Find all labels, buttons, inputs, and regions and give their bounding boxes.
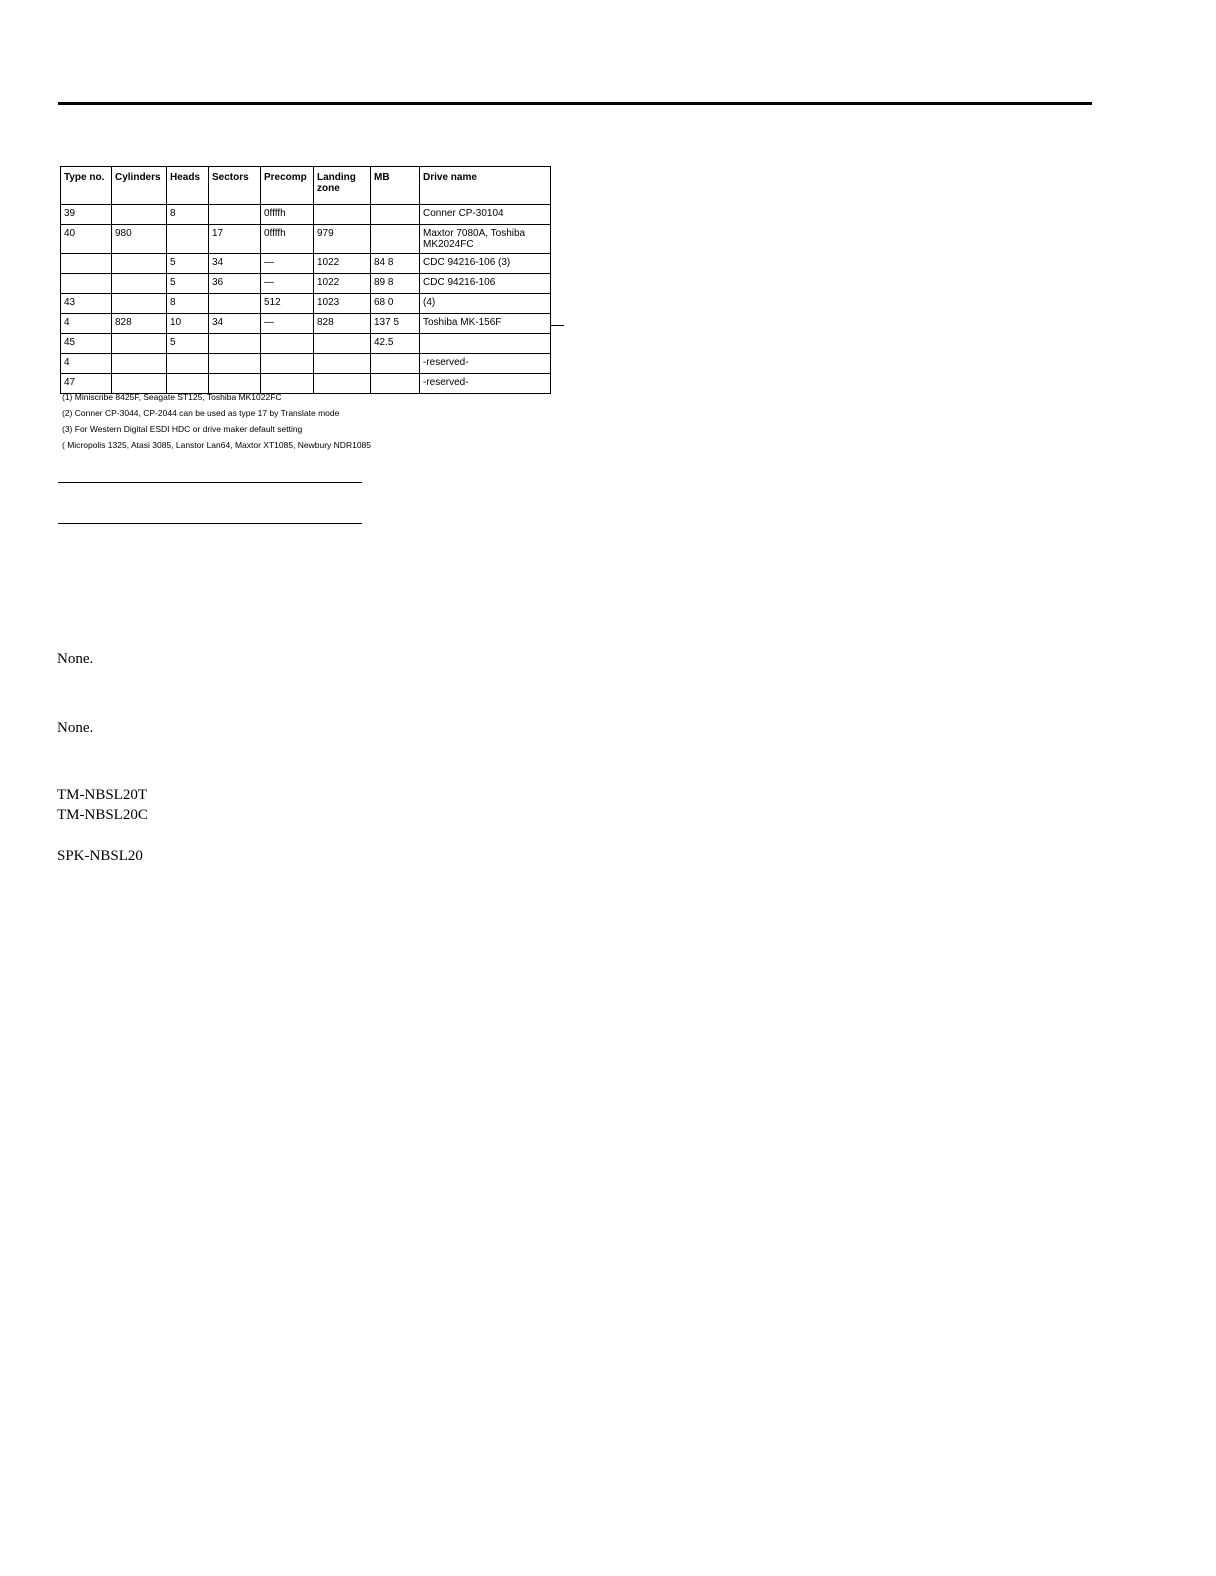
header-precomp: Precomp [261, 167, 314, 205]
table-cell: Toshiba MK-156F [420, 314, 551, 334]
table-cell: Maxtor 7080A, Toshiba MK2024FC [420, 225, 551, 254]
table-cell: 1022 [314, 254, 371, 274]
table-cell: 84 8 [371, 254, 420, 274]
table-cell: 828 [112, 314, 167, 334]
table-cell [371, 354, 420, 374]
section-rule [58, 523, 362, 524]
table-cell: 43 [61, 294, 112, 314]
table-cell: 979 [314, 225, 371, 254]
header-heads: Heads [167, 167, 209, 205]
table-cell [371, 225, 420, 254]
table-cell: 8 [167, 205, 209, 225]
table-cell [112, 294, 167, 314]
header-sectors: Sectors [209, 167, 261, 205]
table-cell: 47 [61, 374, 112, 394]
header-mb: MB [371, 167, 420, 205]
table-cell: 4 [61, 314, 112, 334]
table-cell: 1023 [314, 294, 371, 314]
table-cell: 89 8 [371, 274, 420, 294]
body-text-none: None. [57, 651, 94, 667]
table-cell: 0ffffh [261, 205, 314, 225]
spare-kit-part-number: SPK-NBSL20 [57, 848, 143, 864]
table-cell [371, 205, 420, 225]
table-cell [261, 334, 314, 354]
table-cell: 5 [167, 254, 209, 274]
table-cell: 8 [167, 294, 209, 314]
table-row [61, 334, 551, 354]
header-type-no: Type no. [61, 167, 112, 205]
table-cell: 4 [61, 354, 112, 374]
table-header-row [61, 167, 551, 205]
table-cell [167, 225, 209, 254]
footnote: (3) For Western Digital ESDI HDC or drive maker default setting [62, 424, 303, 434]
table-cell [261, 354, 314, 374]
table-cell [209, 205, 261, 225]
table-cell [209, 354, 261, 374]
footnote: (1) Miniscribe 8425F, Seagate ST125, Toshiba MK1022FC [62, 392, 282, 402]
section-rule [58, 482, 362, 483]
table-row [61, 225, 551, 254]
table-cell [314, 354, 371, 374]
table-cell [61, 254, 112, 274]
table-cell: Conner CP-30104 [420, 205, 551, 225]
table-row [61, 354, 551, 374]
table-cell: 137 5 [371, 314, 420, 334]
table-cell: -reserved- [420, 354, 551, 374]
table-cell: 39 [61, 205, 112, 225]
table-cell: (4) [420, 294, 551, 314]
table-cell: 40 [61, 225, 112, 254]
stray-rule [550, 325, 564, 326]
table-cell: 828 [314, 314, 371, 334]
table-cell: 17 [209, 225, 261, 254]
footnote: ( Micropolis 1325, Atasi 3085, Lanstor Lan64, Maxtor XT1085, Newbury NDR1085 [62, 440, 371, 450]
footnote: (2) Conner CP-3044, CP-2044 can be used as type 17 by Translate mode [62, 408, 340, 418]
body-text-none: None. [57, 720, 94, 736]
table-cell: — [261, 254, 314, 274]
table-cell: — [261, 314, 314, 334]
header-drive-name: Drive name [420, 167, 551, 205]
header-landing-zone: Landing zone [314, 167, 371, 205]
table-cell: 34 [209, 254, 261, 274]
table-cell [61, 274, 112, 294]
table-cell [209, 294, 261, 314]
table-cell: 10 [167, 314, 209, 334]
table-cell: 68 0 [371, 294, 420, 314]
table-cell: CDC 94216-106 [420, 274, 551, 294]
table-cell [112, 205, 167, 225]
table-cell: 5 [167, 274, 209, 294]
table-cell [112, 334, 167, 354]
table-row [61, 254, 551, 274]
table-cell [112, 354, 167, 374]
table-cell [420, 334, 551, 354]
table-row [61, 314, 551, 334]
table-cell: 36 [209, 274, 261, 294]
table-cell [112, 254, 167, 274]
table-cell [209, 334, 261, 354]
header-cylinders: Cylinders [112, 167, 167, 205]
top-rule [58, 102, 1092, 105]
table-cell: -reserved- [420, 374, 551, 394]
table-cell: 45 [61, 334, 112, 354]
table-cell [314, 334, 371, 354]
table-row [61, 274, 551, 294]
table-cell: 34 [209, 314, 261, 334]
drive-type-table [60, 166, 551, 394]
table-cell: CDC 94216-106 (3) [420, 254, 551, 274]
table-cell [167, 354, 209, 374]
table-cell: 0ffffh [261, 225, 314, 254]
table-cell [314, 205, 371, 225]
table-cell: 512 [261, 294, 314, 314]
manual-part-number: TM-NBSL20T [57, 787, 147, 803]
table-cell: 1022 [314, 274, 371, 294]
table-row [61, 205, 551, 225]
table-cell [112, 274, 167, 294]
table-row [61, 294, 551, 314]
table-cell: 5 [167, 334, 209, 354]
table-cell: 980 [112, 225, 167, 254]
manual-part-number: TM-NBSL20C [57, 807, 148, 823]
table-cell: — [261, 274, 314, 294]
table-cell: 42.5 [371, 334, 420, 354]
table-footnotes [62, 389, 542, 453]
